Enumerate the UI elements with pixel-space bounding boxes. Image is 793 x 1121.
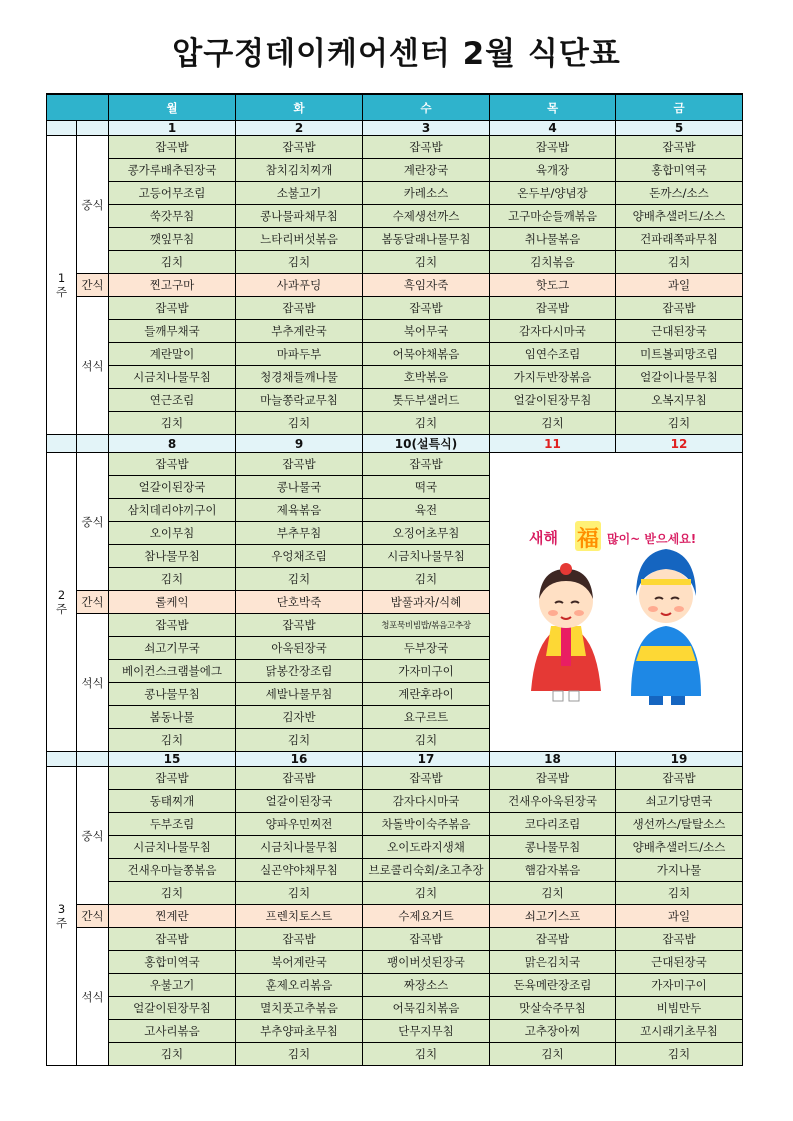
menu-cell: 김치 xyxy=(236,568,363,591)
menu-cell: 짜장소스 xyxy=(363,974,490,997)
snack-cell: 과일 xyxy=(616,905,743,928)
menu-cell: 잡곡밥 xyxy=(363,767,490,790)
new-year-illustration xyxy=(490,453,743,752)
menu-cell: 콩나물파채무침 xyxy=(236,205,363,228)
menu-cell: 잡곡밥 xyxy=(490,767,616,790)
menu-cell: 북어무국 xyxy=(363,320,490,343)
menu-cell: 콩나물무침 xyxy=(109,683,236,706)
menu-cell: 육개장 xyxy=(490,159,616,182)
menu-cell: 청포묵비빔밥/볶음고추장 xyxy=(363,614,490,637)
date-row xyxy=(47,435,743,453)
snack-cell: 프렌치토스트 xyxy=(236,905,363,928)
menu-cell: 홍합미역국 xyxy=(616,159,743,182)
header-row xyxy=(47,94,743,121)
menu-cell: 취나물볶음 xyxy=(490,228,616,251)
header-corner xyxy=(47,94,109,121)
lunch-row xyxy=(47,836,743,859)
snack-cell: 사과푸딩 xyxy=(236,274,363,297)
lunch-row xyxy=(47,882,743,905)
menu-cell: 떡국 xyxy=(363,476,490,499)
menu-cell: 소불고기 xyxy=(236,182,363,205)
menu-cell: 잡곡밥 xyxy=(490,136,616,159)
menu-cell: 잡곡밥 xyxy=(109,136,236,159)
menu-cell: 닭봉간장조림 xyxy=(236,660,363,683)
meal-label: 간식 xyxy=(77,274,109,297)
dinner-row xyxy=(47,1043,743,1066)
banner-pre: 새해 xyxy=(529,528,558,547)
menu-cell: 잡곡밥 xyxy=(363,136,490,159)
menu-cell: 김치 xyxy=(236,882,363,905)
meal-label: 중식 xyxy=(77,767,109,905)
menu-cell: 참나물무침 xyxy=(109,545,236,568)
menu-cell: 수제생선까스 xyxy=(363,205,490,228)
menu-cell: 김치 xyxy=(616,412,743,435)
menu-cell: 계란후라이 xyxy=(363,683,490,706)
meal-label: 석식 xyxy=(77,614,109,752)
menu-cell: 고추장아찌 xyxy=(490,1020,616,1043)
menu-cell: 생선까스/탈탈소스 xyxy=(616,813,743,836)
menu-cell: 느타리버섯볶음 xyxy=(236,228,363,251)
menu-cell: 부추양파초무침 xyxy=(236,1020,363,1043)
menu-cell: 홍합미역국 xyxy=(109,951,236,974)
week-word: 주 xyxy=(55,602,68,616)
menu-cell: 요구르트 xyxy=(363,706,490,729)
menu-cell: 가지나물 xyxy=(616,859,743,882)
menu-cell: 맑은김치국 xyxy=(490,951,616,974)
date-row-spacer xyxy=(77,435,109,453)
lunch-row xyxy=(47,813,743,836)
snack-cell: 단호박죽 xyxy=(236,591,363,614)
menu-cell: 양배추샐러드/소스 xyxy=(616,836,743,859)
menu-cell: 얼갈이된장국 xyxy=(236,790,363,813)
menu-cell: 봄동나물 xyxy=(109,706,236,729)
menu-cell: 건파래쪽파무침 xyxy=(616,228,743,251)
menu-cell: 김치 xyxy=(490,1043,616,1066)
boy-figure-icon xyxy=(631,549,701,705)
dinner-row xyxy=(47,320,743,343)
menu-cell: 김치 xyxy=(109,882,236,905)
meal-label: 중식 xyxy=(77,136,109,274)
date-cell: 17 xyxy=(363,752,490,767)
snack-cell: 찐고구마 xyxy=(109,274,236,297)
menu-cell: 잡곡밥 xyxy=(490,297,616,320)
menu-cell: 호박볶음 xyxy=(363,366,490,389)
menu-cell: 시금치나물무침 xyxy=(109,836,236,859)
menu-cell: 참치김치찌개 xyxy=(236,159,363,182)
menu-cell: 잡곡밥 xyxy=(363,453,490,476)
menu-cell: 마파두부 xyxy=(236,343,363,366)
menu-cell: 두부조림 xyxy=(109,813,236,836)
menu-cell: 시금치나물무침 xyxy=(236,836,363,859)
menu-cell: 콩나물무침 xyxy=(490,836,616,859)
lunch-row xyxy=(47,453,743,476)
menu-cell: 실곤약야채무침 xyxy=(236,859,363,882)
menu-cell: 깻잎무침 xyxy=(109,228,236,251)
menu-cell: 톳두부샐러드 xyxy=(363,389,490,412)
menu-cell: 봄동달래나물무침 xyxy=(363,228,490,251)
snack-row xyxy=(47,274,743,297)
menu-cell: 근대된장국 xyxy=(616,320,743,343)
menu-cell: 김치 xyxy=(490,882,616,905)
date-cell: 9 xyxy=(236,435,363,453)
dinner-row xyxy=(47,928,743,951)
menu-cell: 김치 xyxy=(490,412,616,435)
lunch-row xyxy=(47,251,743,274)
date-cell: 4 xyxy=(490,121,616,136)
date-cell: 11 xyxy=(490,435,616,453)
date-row-spacer xyxy=(47,752,77,767)
menu-cell: 가지두반장볶음 xyxy=(490,366,616,389)
menu-cell: 맛살숙주무침 xyxy=(490,997,616,1020)
menu-cell: 브로콜리숙회/초고추장 xyxy=(363,859,490,882)
date-cell: 2 xyxy=(236,121,363,136)
lunch-row xyxy=(47,859,743,882)
date-row xyxy=(47,121,743,136)
menu-cell: 감자다시마국 xyxy=(490,320,616,343)
menu-cell: 잡곡밥 xyxy=(363,928,490,951)
lunch-row xyxy=(47,767,743,790)
menu-cell: 김치 xyxy=(109,251,236,274)
menu-cell: 잡곡밥 xyxy=(616,767,743,790)
menu-cell: 시금치나물무침 xyxy=(109,366,236,389)
menu-cell: 오징어초무침 xyxy=(363,522,490,545)
meal-label: 석식 xyxy=(77,928,109,1066)
menu-cell: 김치 xyxy=(616,1043,743,1066)
date-cell: 12 xyxy=(616,435,743,453)
week-number: 1 xyxy=(57,271,66,285)
menu-cell: 김치 xyxy=(363,412,490,435)
menu-cell: 쇠고기무국 xyxy=(109,637,236,660)
menu-cell: 잡곡밥 xyxy=(109,297,236,320)
banner-fuk: 福 xyxy=(577,526,600,552)
snack-row xyxy=(47,905,743,928)
date-cell: 10(설특식) xyxy=(363,435,490,453)
menu-cell: 육전 xyxy=(363,499,490,522)
date-cell: 19 xyxy=(616,752,743,767)
menu-cell: 김치 xyxy=(236,412,363,435)
dinner-row xyxy=(47,1020,743,1043)
girl-figure-icon xyxy=(531,563,601,701)
menu-cell: 잡곡밥 xyxy=(236,767,363,790)
lunch-row xyxy=(47,790,743,813)
menu-cell: 얼갈이나물무침 xyxy=(616,366,743,389)
menu-cell: 감자다시마국 xyxy=(363,790,490,813)
date-row-spacer xyxy=(47,121,77,136)
menu-cell: 쇠고기당면국 xyxy=(616,790,743,813)
menu-cell: 김치 xyxy=(616,251,743,274)
menu-cell: 미트볼피망조림 xyxy=(616,343,743,366)
menu-cell: 양배추샐러드/소스 xyxy=(616,205,743,228)
dinner-row xyxy=(47,366,743,389)
day-header: 목 xyxy=(490,94,616,121)
meal-plan-table xyxy=(46,93,743,1066)
menu-cell: 두부장국 xyxy=(363,637,490,660)
menu-cell: 잡곡밥 xyxy=(109,767,236,790)
snack-cell: 쇠고기스프 xyxy=(490,905,616,928)
menu-cell: 가자미구이 xyxy=(616,974,743,997)
snack-cell: 흑임자죽 xyxy=(363,274,490,297)
menu-cell: 잡곡밥 xyxy=(236,614,363,637)
menu-cell: 제육볶음 xyxy=(236,499,363,522)
menu-cell: 잡곡밥 xyxy=(236,928,363,951)
menu-cell: 팽이버섯된장국 xyxy=(363,951,490,974)
date-cell: 1 xyxy=(109,121,236,136)
menu-cell: 김치 xyxy=(109,412,236,435)
menu-cell: 잡곡밥 xyxy=(109,453,236,476)
date-row xyxy=(47,752,743,767)
menu-cell: 고등어무조림 xyxy=(109,182,236,205)
menu-cell: 김치 xyxy=(616,882,743,905)
menu-cell: 김치 xyxy=(363,729,490,752)
menu-cell: 잡곡밥 xyxy=(236,453,363,476)
week-number: 3 xyxy=(57,902,66,916)
menu-cell: 돈까스/소스 xyxy=(616,182,743,205)
dinner-row xyxy=(47,389,743,412)
menu-cell: 잡곡밥 xyxy=(490,928,616,951)
lunch-row xyxy=(47,228,743,251)
menu-cell: 꼬시래기초무침 xyxy=(616,1020,743,1043)
dinner-row xyxy=(47,412,743,435)
dinner-row xyxy=(47,997,743,1020)
date-cell: 15 xyxy=(109,752,236,767)
menu-cell: 돈육메란장조림 xyxy=(490,974,616,997)
menu-cell: 쑥갓무침 xyxy=(109,205,236,228)
menu-cell: 가자미구이 xyxy=(363,660,490,683)
menu-cell: 비빔만두 xyxy=(616,997,743,1020)
menu-cell: 단무지무침 xyxy=(363,1020,490,1043)
menu-cell: 김치 xyxy=(109,568,236,591)
date-cell: 3 xyxy=(363,121,490,136)
menu-cell: 잡곡밥 xyxy=(616,136,743,159)
menu-cell: 김치 xyxy=(236,251,363,274)
menu-cell: 김치 xyxy=(363,568,490,591)
date-row-spacer xyxy=(77,121,109,136)
menu-cell: 얼갈이된장무침 xyxy=(490,389,616,412)
menu-cell: 김치 xyxy=(109,1043,236,1066)
menu-cell: 부추무침 xyxy=(236,522,363,545)
menu-cell: 근대된장국 xyxy=(616,951,743,974)
menu-cell: 햄감자볶음 xyxy=(490,859,616,882)
menu-cell: 온두부/양념장 xyxy=(490,182,616,205)
menu-cell: 우엉채조림 xyxy=(236,545,363,568)
menu-cell: 오이도라지생채 xyxy=(363,836,490,859)
menu-cell: 잡곡밥 xyxy=(616,928,743,951)
menu-cell: 김치볶음 xyxy=(490,251,616,274)
menu-cell: 코다리조림 xyxy=(490,813,616,836)
menu-cell: 김자반 xyxy=(236,706,363,729)
menu-cell: 얼갈이된장국 xyxy=(109,476,236,499)
date-row-spacer xyxy=(47,435,77,453)
menu-cell: 김치 xyxy=(236,1043,363,1066)
menu-cell: 아욱된장국 xyxy=(236,637,363,660)
date-cell: 5 xyxy=(616,121,743,136)
menu-cell: 김치 xyxy=(363,251,490,274)
week-number: 2 xyxy=(57,588,66,602)
meal-label: 간식 xyxy=(77,905,109,928)
page-title: 압구정데이케어센터 2월 식단표 xyxy=(172,36,621,72)
menu-cell: 청경채들깨나물 xyxy=(236,366,363,389)
lunch-row xyxy=(47,182,743,205)
menu-cell: 어묵야채볶음 xyxy=(363,343,490,366)
menu-cell: 고사리볶음 xyxy=(109,1020,236,1043)
menu-cell: 멸치풋고추볶음 xyxy=(236,997,363,1020)
menu-cell: 북어계란국 xyxy=(236,951,363,974)
menu-cell: 잡곡밥 xyxy=(236,136,363,159)
menu-cell: 베이컨스크램블에그 xyxy=(109,660,236,683)
menu-cell: 임연수조림 xyxy=(490,343,616,366)
menu-cell: 얼갈이된장무침 xyxy=(109,997,236,1020)
snack-cell: 수제요거트 xyxy=(363,905,490,928)
meal-label: 중식 xyxy=(77,453,109,591)
menu-cell: 마늘쫑락교무침 xyxy=(236,389,363,412)
new-year-greeting-image xyxy=(491,461,741,741)
menu-cell: 연근조림 xyxy=(109,389,236,412)
menu-cell: 잡곡밥 xyxy=(236,297,363,320)
banner-post: 많이~ 받으세요! xyxy=(607,531,697,546)
snack-cell: 과일 xyxy=(616,274,743,297)
lunch-row xyxy=(47,205,743,228)
menu-cell: 차돌박이숙주볶음 xyxy=(363,813,490,836)
week-label xyxy=(47,767,77,1066)
menu-cell: 콩가루배추된장국 xyxy=(109,159,236,182)
menu-cell: 오이무침 xyxy=(109,522,236,545)
dinner-row xyxy=(47,343,743,366)
menu-cell: 김치 xyxy=(363,1043,490,1066)
dinner-row xyxy=(47,297,743,320)
menu-cell: 오복지무침 xyxy=(616,389,743,412)
snack-cell: 핫도그 xyxy=(490,274,616,297)
week-label xyxy=(47,453,77,752)
meal-label: 간식 xyxy=(77,591,109,614)
menu-cell: 잡곡밥 xyxy=(109,614,236,637)
week-label xyxy=(47,136,77,435)
menu-cell: 동태찌개 xyxy=(109,790,236,813)
day-header: 화 xyxy=(236,94,363,121)
lunch-row xyxy=(47,136,743,159)
day-header: 수 xyxy=(363,94,490,121)
date-cell: 18 xyxy=(490,752,616,767)
menu-cell: 부추계란국 xyxy=(236,320,363,343)
menu-cell: 고구마순들깨볶음 xyxy=(490,205,616,228)
date-cell: 16 xyxy=(236,752,363,767)
snack-cell: 롤케익 xyxy=(109,591,236,614)
lunch-row xyxy=(47,159,743,182)
menu-cell: 어묵김치볶음 xyxy=(363,997,490,1020)
week-word: 주 xyxy=(55,916,68,930)
menu-cell: 잡곡밥 xyxy=(109,928,236,951)
menu-cell: 김치 xyxy=(236,729,363,752)
menu-cell: 김치 xyxy=(363,882,490,905)
menu-cell: 삼치데리야끼구이 xyxy=(109,499,236,522)
day-header: 월 xyxy=(109,94,236,121)
meal-label: 석식 xyxy=(77,297,109,435)
snack-cell: 밥풀과자/식혜 xyxy=(363,591,490,614)
date-cell: 8 xyxy=(109,435,236,453)
menu-cell: 세발나물무침 xyxy=(236,683,363,706)
menu-cell: 훈제오리볶음 xyxy=(236,974,363,997)
menu-cell: 잡곡밥 xyxy=(616,297,743,320)
menu-cell: 김치 xyxy=(109,729,236,752)
menu-cell: 시금치나물무침 xyxy=(363,545,490,568)
day-header: 금 xyxy=(616,94,743,121)
menu-cell: 계란말이 xyxy=(109,343,236,366)
menu-cell: 들깨무채국 xyxy=(109,320,236,343)
dinner-row xyxy=(47,951,743,974)
menu-cell: 계란장국 xyxy=(363,159,490,182)
menu-cell: 잡곡밥 xyxy=(363,297,490,320)
snack-cell: 찐계란 xyxy=(109,905,236,928)
menu-cell: 건새우마늘쫑볶음 xyxy=(109,859,236,882)
dinner-row xyxy=(47,974,743,997)
week-word: 주 xyxy=(55,285,68,299)
menu-cell: 카레소스 xyxy=(363,182,490,205)
menu-cell: 우불고기 xyxy=(109,974,236,997)
date-row-spacer xyxy=(77,752,109,767)
menu-cell: 양파우민찌전 xyxy=(236,813,363,836)
menu-cell: 건새우아욱된장국 xyxy=(490,790,616,813)
menu-cell: 콩나물국 xyxy=(236,476,363,499)
